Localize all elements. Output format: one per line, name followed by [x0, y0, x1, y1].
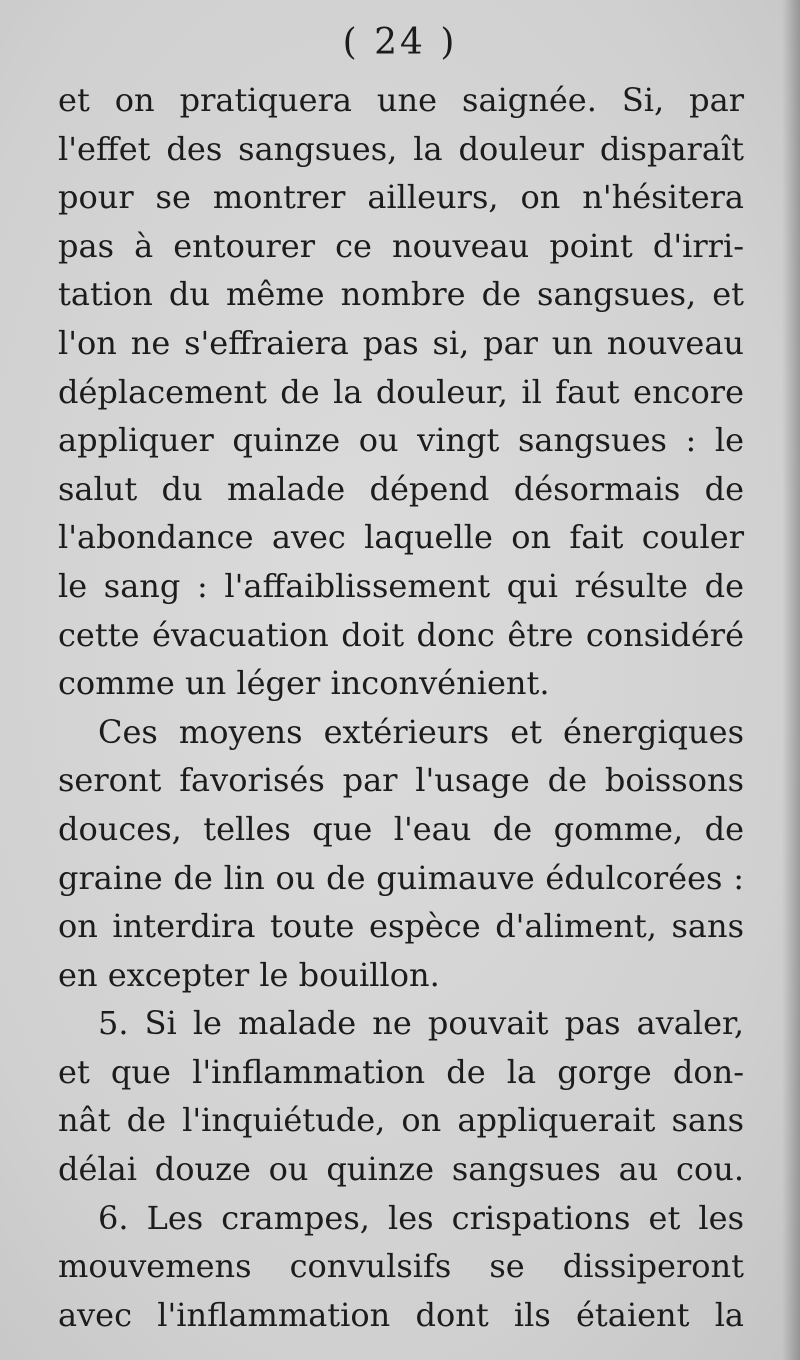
- text-line: l'effet des sangsues, la douleur disparaît: [58, 129, 744, 168]
- text-line: pour se montrer ailleurs, on n'hésitera: [58, 178, 744, 217]
- text-line: l'abondance avec laquelle on fait couler: [58, 518, 744, 557]
- text-line: avec l'inflammation dont ils étaient la: [58, 1295, 744, 1334]
- text-line: seront favorisés par l'usage de boissons: [58, 761, 744, 800]
- text-line: 5. Si le malade ne pouvait pas avaler,: [98, 1004, 744, 1043]
- text-line: on interdira toute espèce d'aliment, sans: [58, 907, 744, 946]
- text-line: tation du même nombre de sangsues, et: [58, 275, 744, 314]
- text-line: salut du malade dépend désormais de: [58, 469, 744, 508]
- text-line: et que l'inflammation de la gorge don-: [58, 1052, 744, 1091]
- page-number: ( 24 ): [342, 22, 458, 63]
- text-line: mouvemens convulsifs se dissiperont: [58, 1247, 744, 1286]
- text-line: comme un léger inconvénient.: [58, 664, 550, 703]
- text-line: le sang : l'affaiblissement qui résulte de: [58, 566, 744, 605]
- text-line: et on pratiquera une saignée. Si, par: [58, 81, 744, 119]
- text-line: nât de l'inquiétude, on appliquerait sans: [58, 1101, 744, 1140]
- text-line: pas à entourer ce nouveau point d'irri-: [58, 226, 744, 265]
- text-line: douces, telles que l'eau de gomme, de: [58, 809, 744, 848]
- text-line: l'on ne s'effraiera pas si, par un nouveau: [58, 323, 744, 362]
- text-line: appliquer quinze ou vingt sangsues : le: [58, 421, 744, 460]
- text-line: cette évacuation doit donc être considéré: [58, 615, 744, 654]
- body-text: [58, 76, 744, 1339]
- text-line: en excepter le bouillon.: [58, 955, 440, 994]
- text-line: 6. Les crampes, les crispations et les: [98, 1198, 744, 1237]
- text-line: déplacement de la douleur, il faut encore: [58, 372, 744, 411]
- page-edge-shadow: [782, 0, 800, 1360]
- text-line: graine de lin ou de guimauve édulcorées :: [58, 858, 744, 897]
- text-line: Ces moyens extérieurs et énergiques: [98, 712, 744, 751]
- text-line: délai douze ou quinze sangsues au cou.: [58, 1150, 744, 1189]
